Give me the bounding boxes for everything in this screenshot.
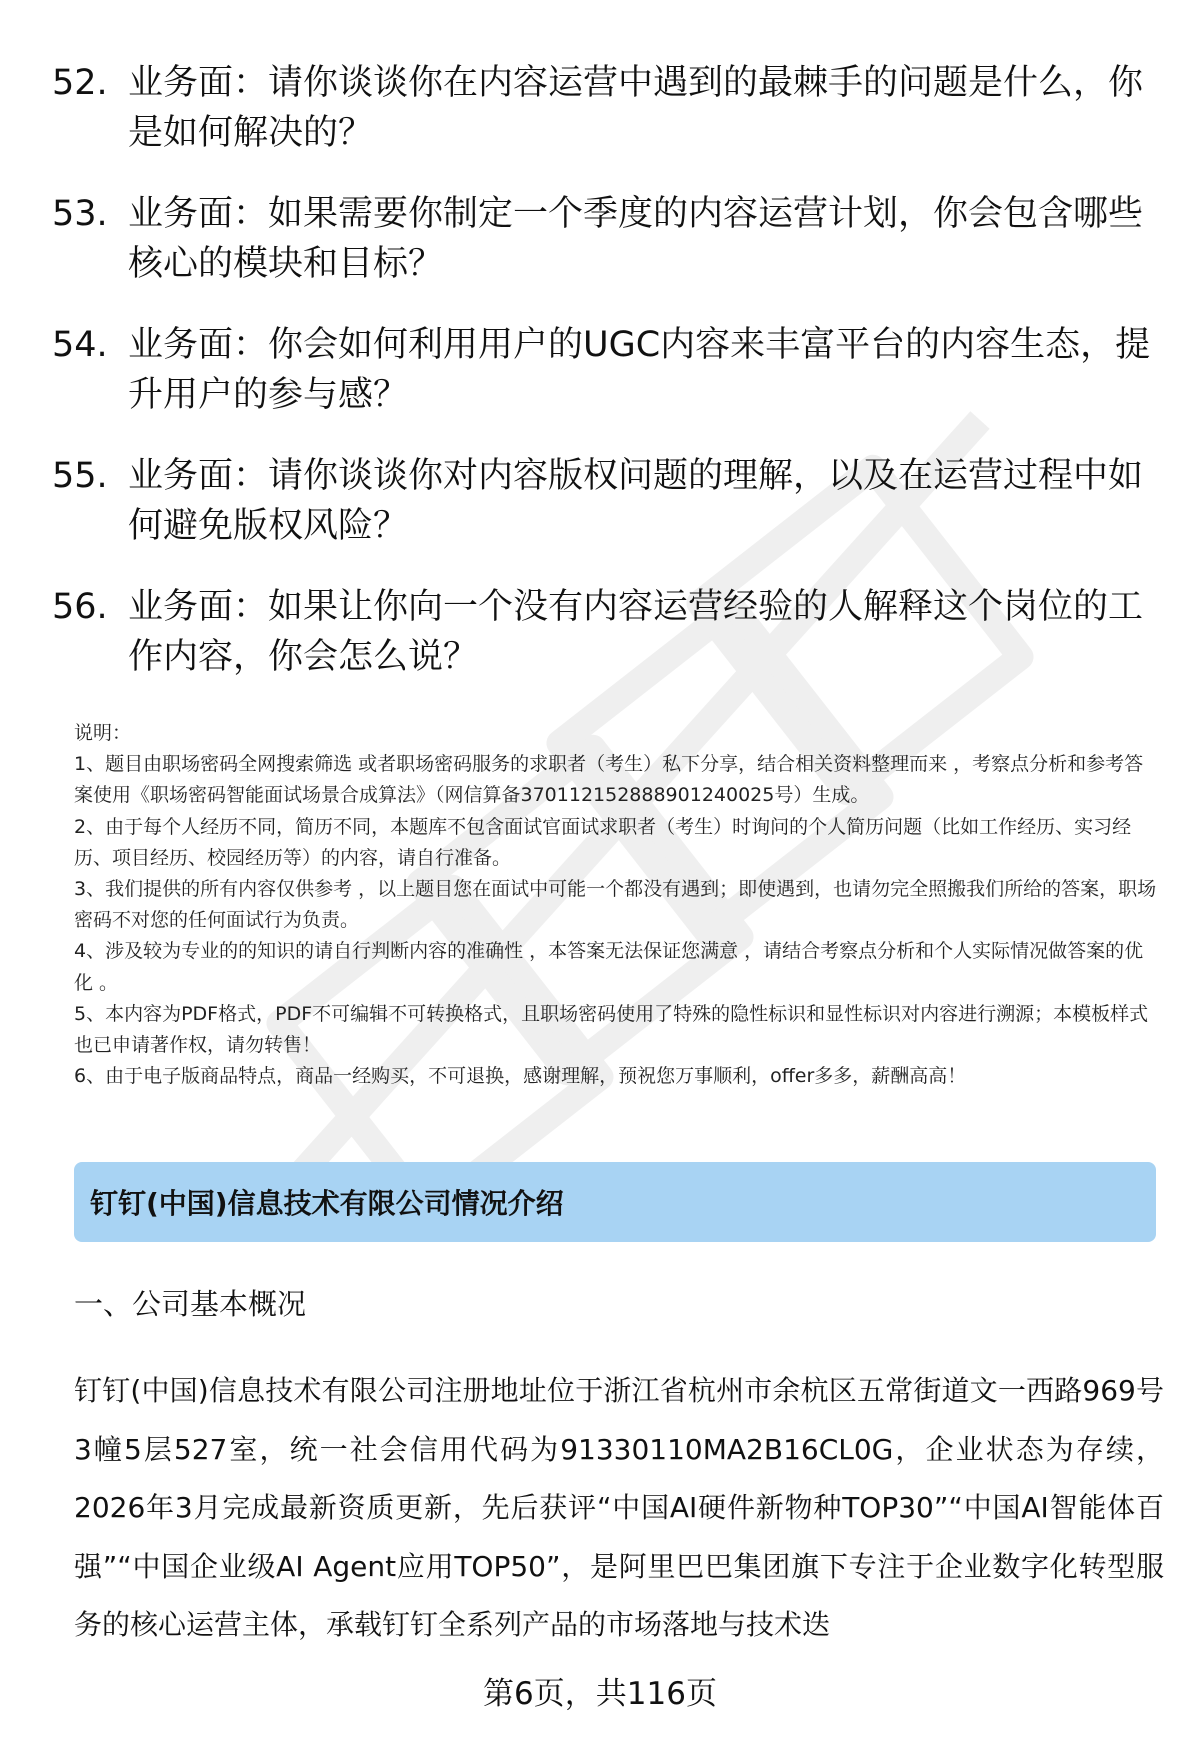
note-item-5: 5、本内容为PDF格式，PDF不可编辑不可转换格式，且职场密码使用了特殊的隐性标识和显性标识对内容进行溯源；本模板样式也已申请著作权，请勿转售！ [74, 1002, 1149, 1057]
question-text: 业务面：请你谈谈你在内容运营中遇到的最棘手的问题是什么，你是如何解决的？ [128, 63, 1144, 153]
note-item-2: 2、由于每个人经历不同，简历不同，本题库不包含面试官面试求职者（考生）时询问的个人简历问题（比如工作经历、实习经历、项目经历、校园经历等）的内容，请自行准备。 [74, 815, 1132, 869]
question-number: 55. [52, 456, 108, 496]
company-paragraph: 钉钉(中国)信息技术有限公司注册地址位于浙江省杭州市余杭区五常街道文一西路969号3幢5层527室，统一社会信用代码为91330110MA2B16CL0G，企业状态为存续，2026年3月完成最新资质更新，先后获评“中国AI硬件新物种TOP30”“中国AI智能体百强”“中国企业级AI Agent应用TOP50”，是阿里巴巴集团旗下专注于企业数字化转型服务的核心运营主体，承载钉钉全系列产品的市场落地与技术迭 [74, 1374, 1164, 1642]
question-item-56 [52, 582, 1162, 682]
note-item-3: 3、我们提供的所有内容仅供参考 ，以上题目您在面试中可能一个都没有遇到；即使遇到，也请勿完全照搬我们所给的答案，职场密码不对您的任何面试行为负责。 [74, 878, 1157, 932]
question-text: 业务面：如果需要你制定一个季度的内容运营计划，你会包含哪些核心的模块和目标？ [128, 194, 1144, 284]
company-overview [74, 1362, 1164, 1655]
company-banner [74, 1162, 1156, 1242]
note-item-6: 6、由于电子版商品特点，商品一经购买，不可退换，感谢理解，预祝您万事顺利，offer多多，薪酬高高！ [74, 1065, 967, 1088]
company-banner-title: 钉钉(中国)信息技术有限公司情况介绍 [90, 1187, 564, 1220]
question-text: 业务面：如果让你向一个没有内容运营经验的人解释这个岗位的工作内容，你会怎么说？ [128, 587, 1144, 677]
question-number: 52. [52, 63, 108, 103]
notes-title: 说明： [74, 722, 132, 744]
question-text: 业务面：你会如何利用用户的UGC内容来丰富平台的内容生态，提升用户的参与感？ [128, 325, 1151, 415]
question-number: 53. [52, 194, 108, 234]
question-number: 56. [52, 587, 108, 627]
note-item-4: 4、涉及较为专业的的知识的请自行判断内容的准确性 ，本答案无法保证您满意 ，请结合考察点分析和个人实际情况做答案的优化 。 [74, 940, 1144, 994]
page-number: 第6页，共116页 [483, 1676, 717, 1712]
notes-section [74, 718, 1162, 1092]
note-item-1: 1、题目由职场密码全网搜索筛选 或者职场密码服务的求职者（考生）私下分享，结合相关资料整理而来 ，考察点分析和参考答案使用《职场密码智能面试场景合成算法》（网信算备370112152888901240025号）生成。 [74, 753, 1144, 807]
question-item-52 [52, 58, 1162, 158]
question-list [52, 58, 1162, 713]
question-number: 54. [52, 325, 108, 365]
question-item-53 [52, 189, 1162, 289]
section-heading: 一、公司基本概况 [74, 1287, 307, 1321]
question-text: 业务面：请你谈谈你对内容版权问题的理解，以及在运营过程中如何避免版权风险？ [128, 456, 1144, 546]
question-item-55 [52, 451, 1162, 551]
question-item-54 [52, 320, 1162, 420]
